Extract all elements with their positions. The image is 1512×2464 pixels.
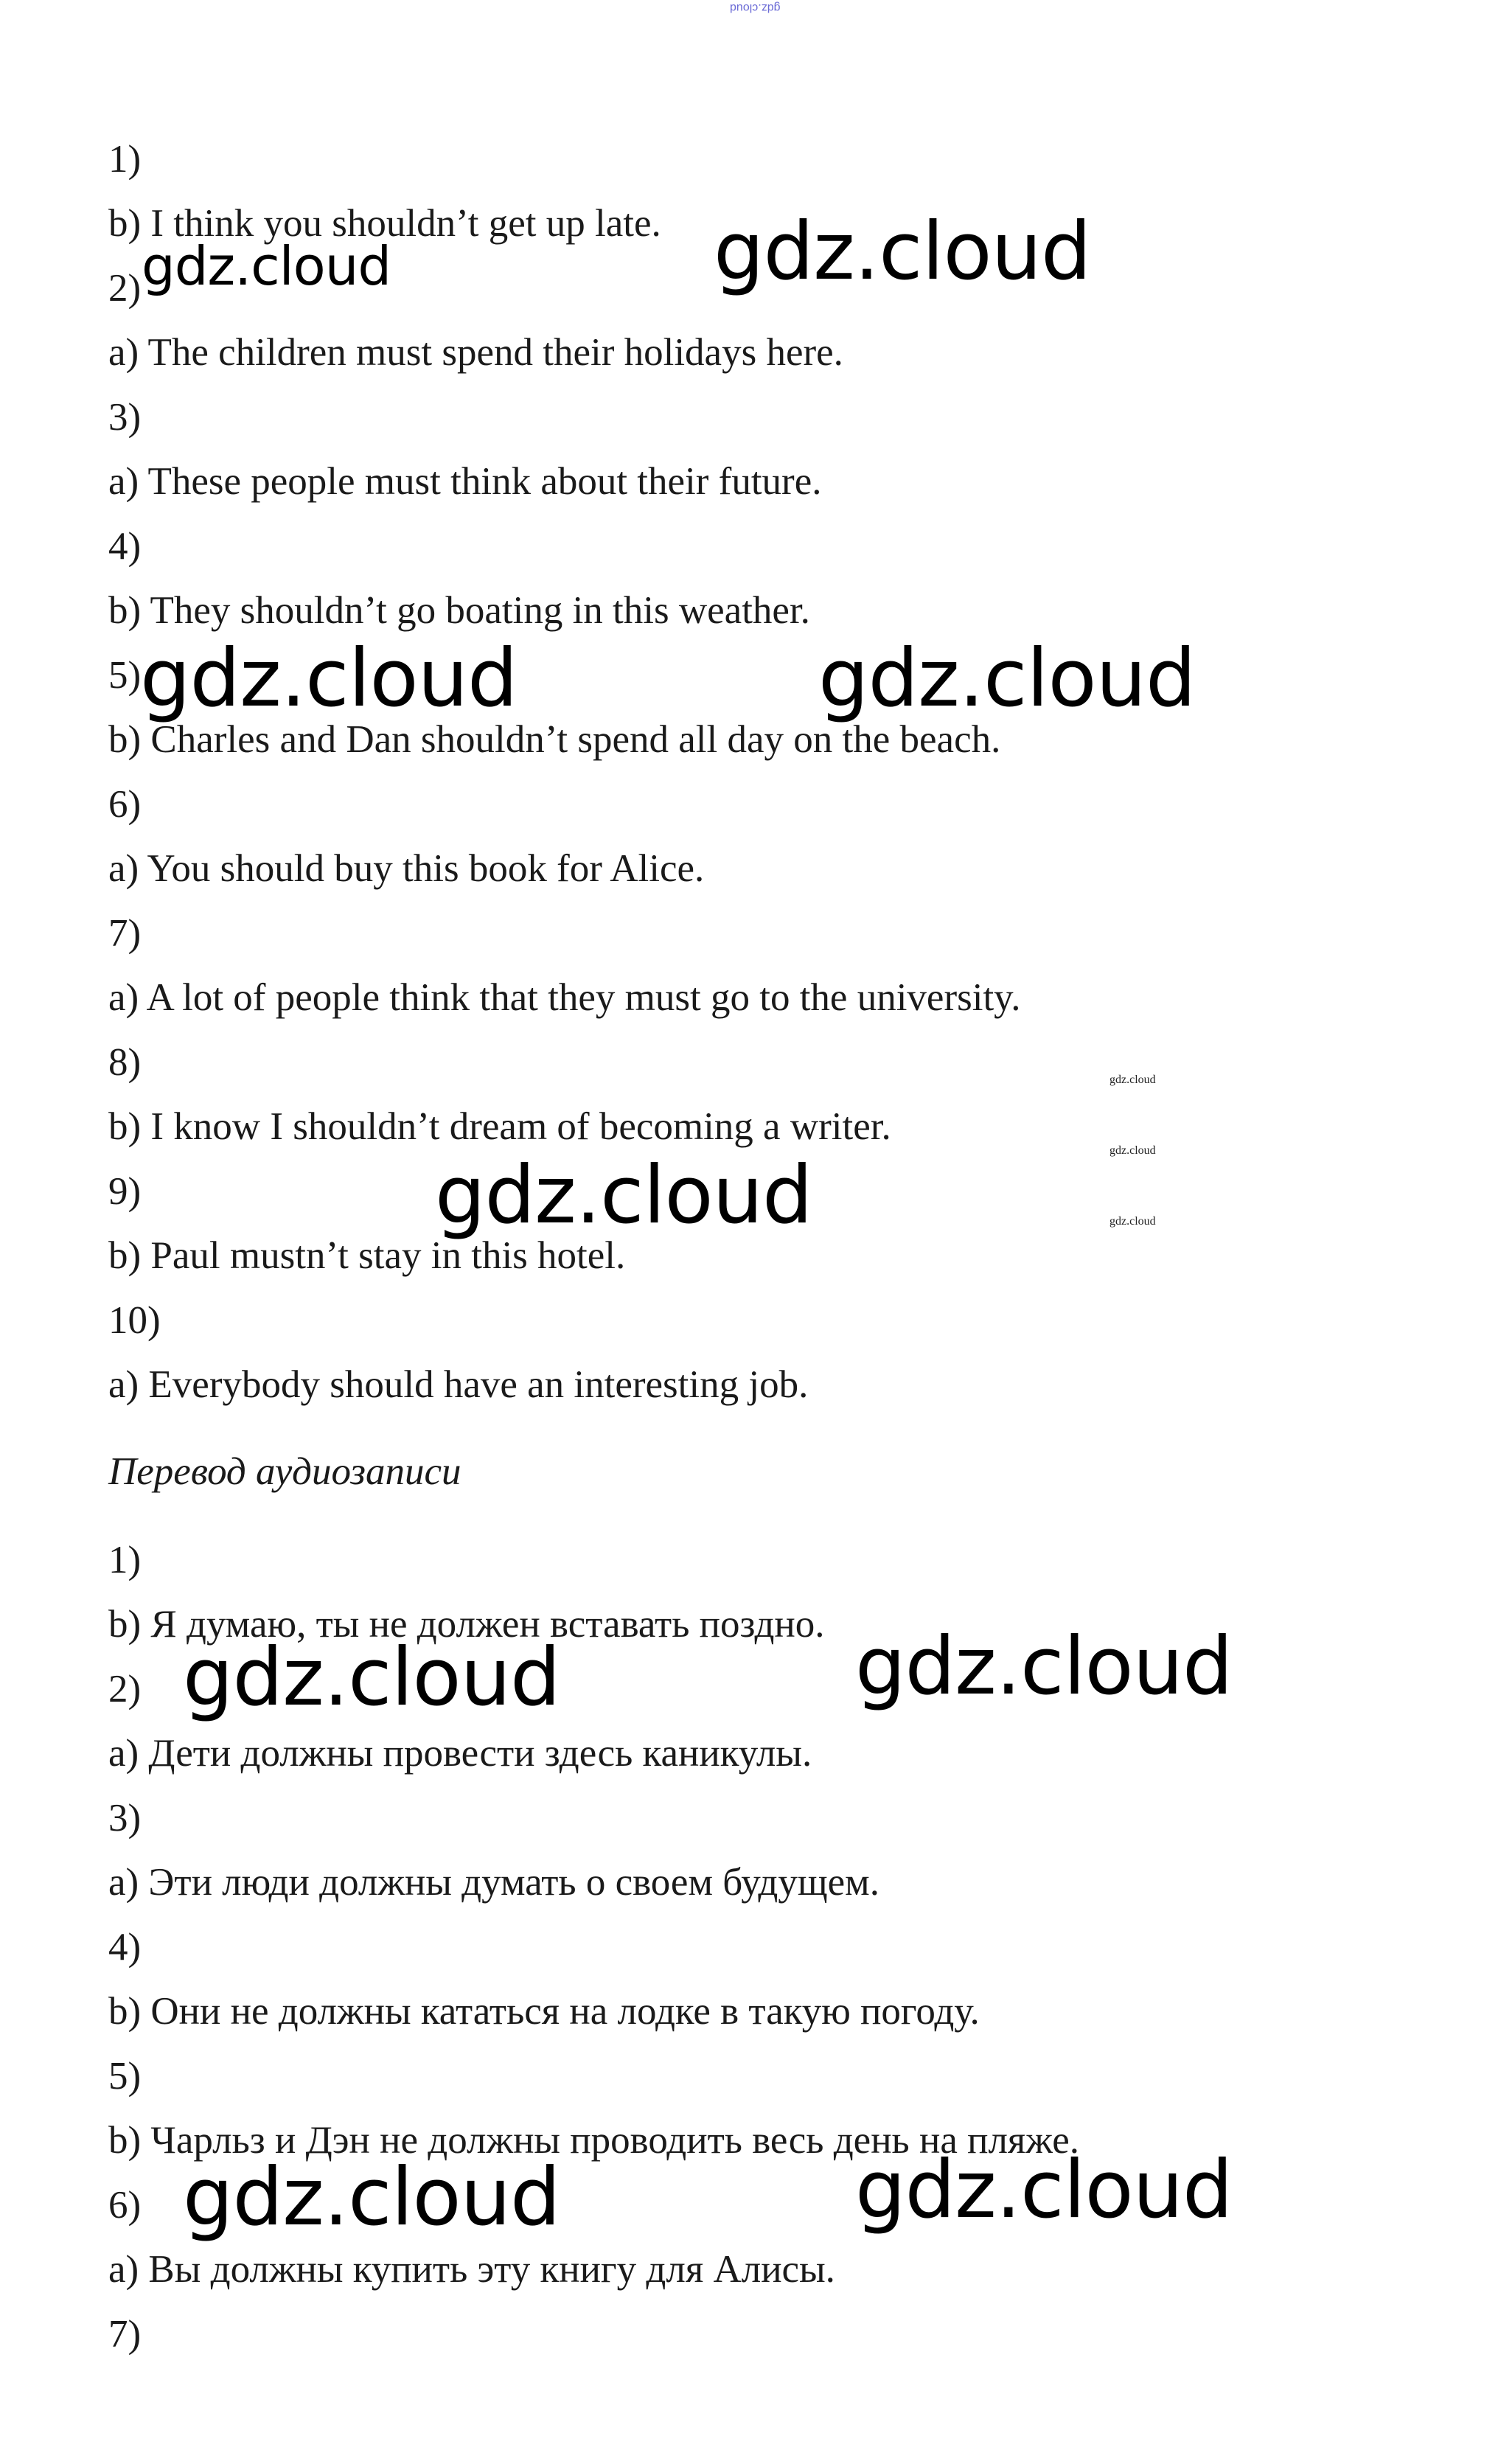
translation-text: b) Я думаю, ты не должен вставать поздно. <box>108 1603 825 1646</box>
answer-number: 8) <box>108 1041 142 1084</box>
translation-number: 1) <box>108 1539 142 1581</box>
answer-text: b) I think you shouldn’t get up late. <box>108 202 661 245</box>
translation-text: a) Дети должны провести здесь каникулы. <box>108 1732 812 1775</box>
answer-text: a) You should buy this book for Alice. <box>108 847 705 890</box>
answer-text: a) Everybody should have an interesting job. <box>108 1363 809 1406</box>
answer-text: a) A lot of people think that they must go to the university. <box>108 976 1021 1019</box>
answer-number: 4) <box>108 525 142 568</box>
translation-number: 6) <box>108 2184 142 2227</box>
watermark: gdz.cloud <box>183 2151 560 2244</box>
translation-text: b) Они не должны кататься на лодке в такую погоду. <box>108 1990 980 2033</box>
answer-text: b) They shouldn’t go boating in this weather. <box>108 589 810 632</box>
watermark: gdz.cloud <box>855 1621 1233 1713</box>
translation-text: a) Эти люди должны думать о своем будущем. <box>108 1861 879 1904</box>
answer-text: b) Charles and Dan shouldn’t spend all day on the beach. <box>108 718 1001 761</box>
watermark: gdz.cloud <box>818 633 1196 725</box>
translation-text: b) Чарльз и Дэн не должны проводить весь день на пляже. <box>108 2119 1080 2162</box>
translation-heading: Перевод аудиозаписи <box>108 1450 461 1493</box>
watermark-top: gdz.cloud <box>730 1 781 14</box>
answer-number: 6) <box>108 783 142 826</box>
watermark: gdz.cloud <box>1109 1144 1156 1157</box>
translation-text: a) Вы должны купить эту книгу для Алисы. <box>108 2248 835 2291</box>
answer-text: a) These people must think about their future. <box>108 460 822 503</box>
answer-number: 7) <box>108 912 142 955</box>
translation-number: 3) <box>108 1797 142 1840</box>
answer-number: 1) <box>108 138 142 181</box>
watermark: gdz.cloud <box>140 633 518 725</box>
answer-text: b) Paul mustn’t stay in this hotel. <box>108 1234 626 1277</box>
answer-number: 2) <box>108 267 142 310</box>
answer-number: 3) <box>108 396 142 439</box>
answer-number: 9) <box>108 1170 142 1213</box>
watermark: gdz.cloud <box>714 206 1091 298</box>
translation-number: 5) <box>108 2055 142 2098</box>
answer-number: 5) <box>108 654 142 697</box>
answer-text: a) The children must spend their holidays here. <box>108 331 843 374</box>
translation-number: 4) <box>108 1926 142 1969</box>
translation-number: 2) <box>108 1668 142 1710</box>
watermark: gdz.cloud <box>1109 1073 1156 1086</box>
watermark: gdz.cloud <box>183 1632 560 1724</box>
watermark: gdz.cloud <box>435 1149 812 1242</box>
answer-number: 10) <box>108 1299 161 1342</box>
watermark: gdz.cloud <box>1109 1215 1156 1228</box>
watermark: gdz.cloud <box>855 2144 1233 2236</box>
watermark: gdz.cloud <box>142 235 391 297</box>
translation-number: 7) <box>108 2313 142 2356</box>
answer-text: b) I know I shouldn’t dream of becoming a writer. <box>108 1105 891 1148</box>
